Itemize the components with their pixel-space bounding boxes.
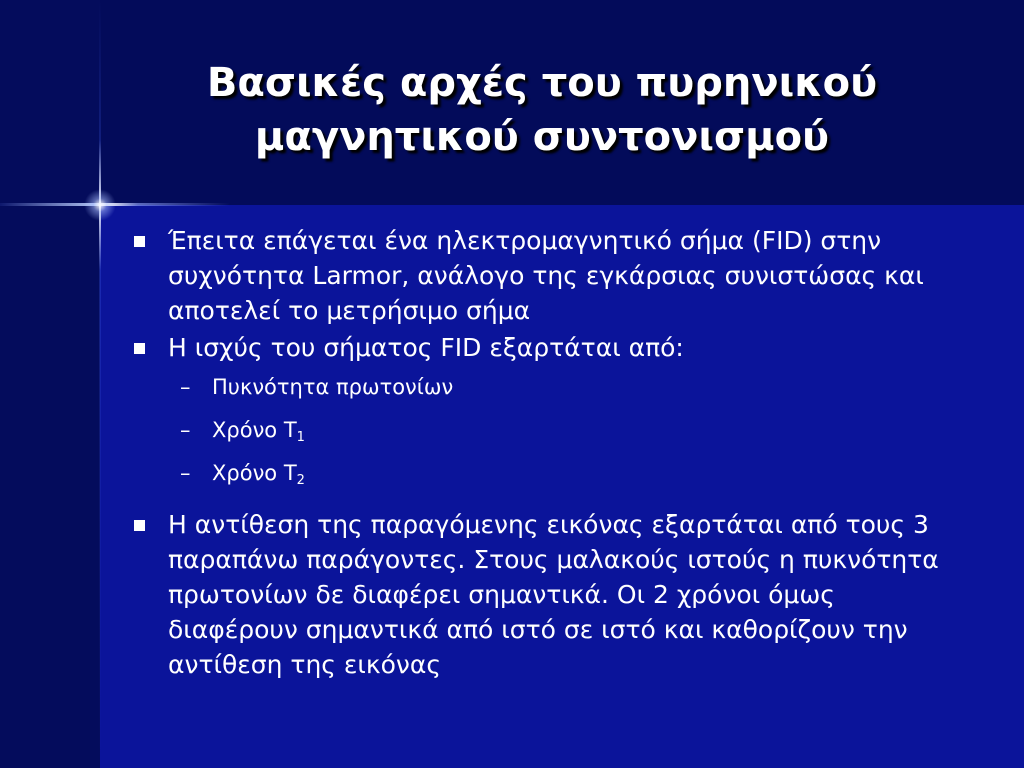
bullet-text: Έπειτα επάγεται ένα ηλεκτρομαγνητικό σήμα (FID) στην συχνότητα Larmor, ανάλογο της εγκάρσιας συνιστώσας και αποτελεί το μετρήσιμο σήμα <box>168 226 924 325</box>
sub-bullet-subscript: 2 <box>296 473 305 488</box>
dash-bullet-icon: – <box>180 418 191 442</box>
left-band-background <box>0 0 100 768</box>
slide-title: Βασικές αρχές του πυρηνικού μαγνητικού συντονισμού <box>206 60 878 160</box>
bullet-item <box>128 223 968 328</box>
sub-bullet-item <box>128 459 968 495</box>
bullet-text: Η ισχύς του σήματος FID εξαρτάται από: <box>168 333 684 362</box>
dash-bullet-icon: – <box>180 375 191 399</box>
dash-bullet-icon: – <box>180 461 191 485</box>
sub-bullet-item <box>128 416 968 452</box>
square-bullet-icon <box>134 236 145 247</box>
sub-bullet-item <box>128 373 968 409</box>
sub-bullet-text: Χρόνο T <box>212 418 297 442</box>
sub-bullet-text: Πυκνότητα πρωτονίων <box>212 375 454 399</box>
sub-bullet-subscript: 1 <box>296 430 305 445</box>
bullet-text: Η αντίθεση της παραγόμενης εικόνας εξαρτάται από τους 3 παραπάνω παράγοντες. Στους μαλακούς ιστούς η πυκνότητα πρωτονίων δε διαφέρει σημαντικά. Οι 2 χρόνοι όμως διαφέρουν σημαντικά από ιστό σε ιστό και καθορίζουν την αντίθεση της εικόνας <box>168 510 939 679</box>
square-bullet-icon <box>134 343 145 354</box>
star-flare-icon <box>84 189 116 221</box>
slide-body <box>128 223 968 684</box>
square-bullet-icon <box>134 520 145 531</box>
bullet-item <box>128 507 968 682</box>
sub-bullet-text: Χρόνο T <box>212 461 297 485</box>
bullet-item <box>128 330 968 365</box>
